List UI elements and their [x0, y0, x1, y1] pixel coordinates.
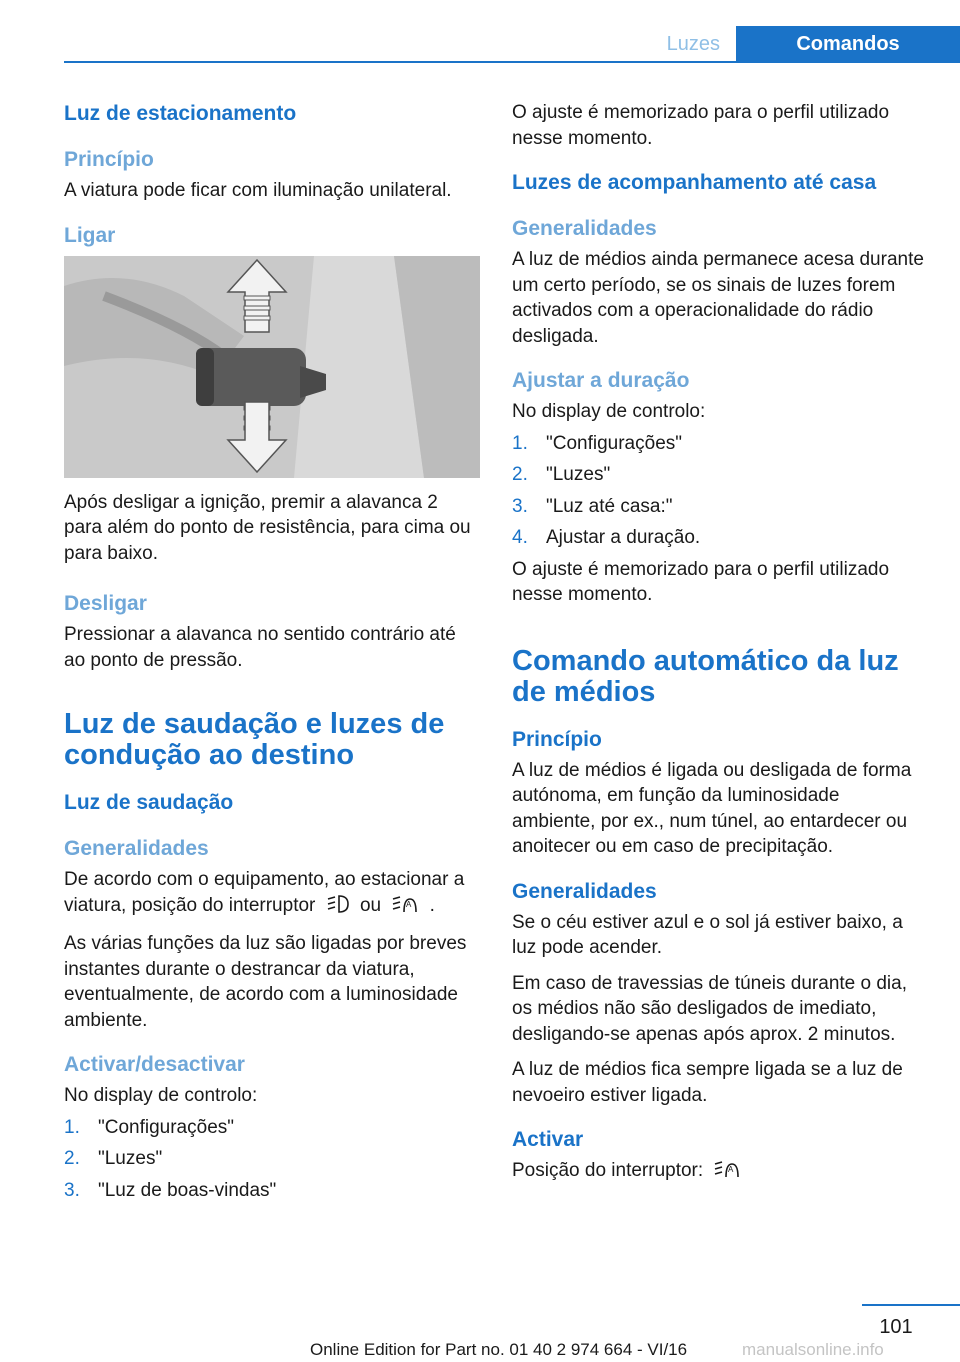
- edition-text: Online Edition for Part no. 01 40 2 974 664 - VI/16: [310, 1340, 688, 1359]
- general-text-end: .: [429, 894, 435, 916]
- parking-light-heading: Luz de estacionamento: [64, 102, 297, 125]
- welcome-light-heading: Luz de saudação: [64, 791, 234, 814]
- auto-general-text-2: Em caso de travessias de túneis durante o dia, os médios não são desligados de imediato, desligando-se apenas após aprox. 2 minutos.: [512, 972, 908, 1045]
- list-item: 2. "Luzes": [512, 464, 611, 485]
- list-item: 1. "Configurações": [512, 432, 683, 454]
- welcome-light-steps: [64, 1115, 480, 1204]
- home-general-heading: Generalidades: [512, 217, 657, 240]
- auto-principle-text: A luz de médios é ligada ou desligada de forma autónoma, em função da luminosidade ambiente, por ex., num túnel, ao entardecer ou anoitecer ou em caso de precipitação.: [512, 759, 912, 857]
- lever-drawing: [64, 256, 480, 478]
- home-light-steps: [512, 431, 928, 551]
- general-text-2: As várias funções da luz são ligadas por breves instantes durante o destrancar da viatura, eventualmente, de acordo com a luminosidade ambiente.: [64, 933, 467, 1031]
- svg-text:A: A: [406, 899, 412, 909]
- memo-text: O ajuste é memorizado para o perfil utilizado nesse momento.: [512, 102, 890, 149]
- header-section-tab: Luzes: [666, 33, 720, 55]
- auto-headlight-icon: [392, 894, 418, 922]
- list-item: 3. "Luz até casa:": [512, 495, 673, 517]
- activate-heading: Activar: [512, 1128, 584, 1151]
- list-item: 3. "Luz de boas-vindas": [64, 1179, 277, 1201]
- watermark: manualsonline.info: [742, 1340, 884, 1359]
- list-item: 4. Ajustar a duração.: [512, 527, 701, 548]
- general-text-a: De acordo com o equipamento, ao estacionar a viatura, posição do interruptor: [64, 869, 465, 916]
- page-number: 101: [879, 1316, 913, 1338]
- switch-on-heading: Ligar: [64, 223, 116, 247]
- turn-signal-lever-illustration: [64, 256, 480, 478]
- general-text-or: ou: [359, 894, 382, 916]
- memo-text-2: O ajuste é memorizado para o perfil utilizado nesse momento.: [512, 558, 890, 605]
- header-chapter-tab: Comandos: [736, 26, 960, 62]
- right-column: [512, 100, 928, 1187]
- left-column: [64, 100, 480, 1209]
- auto-general-text-3: A luz de médios fica sempre ligada se a luz de nevoeiro estiver ligada.: [512, 1059, 903, 1106]
- home-general-text: A luz de médios ainda permanece acesa durante um certo período, se os sinais de luzes forem activados com a operacionalidade do rádio desligada.: [512, 249, 924, 347]
- activate-position-label: Posição do interruptor:: [512, 1160, 704, 1181]
- general-text: [64, 867, 480, 921]
- header-rule: [64, 61, 960, 63]
- welcome-light-section-heading: Luz de saudação e luzes de condução ao destino: [64, 708, 445, 771]
- switch-on-text: Após desligar a ignição, premir a alavanca 2 para além do ponto de resistência, para cima ou para baixo.: [64, 491, 471, 564]
- duration-text: No display de controlo:: [512, 401, 706, 422]
- svg-text:A: A: [728, 1165, 734, 1174]
- footer-rule: [862, 1304, 960, 1306]
- activate-text: No display de controlo:: [64, 1085, 258, 1106]
- auto-headlight-icon: [714, 1159, 740, 1187]
- list-item: 2. "Luzes": [64, 1148, 163, 1169]
- principle-text: A viatura pode ficar com iluminação unilateral.: [64, 180, 452, 201]
- switch-off-heading: Desligar: [64, 592, 147, 615]
- activate-deactivate-heading: Activar/desactivar: [64, 1053, 245, 1076]
- low-beam-icon: [327, 894, 349, 922]
- duration-heading: Ajustar a duração: [512, 369, 690, 392]
- principle-heading: Princípio: [64, 148, 154, 171]
- auto-low-beam-section-heading: Comando automático da luz de médios: [512, 644, 899, 708]
- general-heading: Generalidades: [64, 837, 209, 860]
- home-light-heading: Luzes de acompanhamento até casa: [512, 171, 877, 194]
- switch-off-text: Pressionar a alavanca no sentido contrário até ao ponto de pressão.: [64, 624, 456, 671]
- auto-principle-heading: Princípio: [512, 727, 602, 751]
- list-item: 1. "Configurações": [64, 1116, 235, 1138]
- auto-general-heading: Generalidades: [512, 879, 657, 903]
- auto-general-text: Se o céu estiver azul e o sol já estiver baixo, a luz pode acender.: [512, 911, 903, 958]
- activate-position-text: [512, 1158, 928, 1187]
